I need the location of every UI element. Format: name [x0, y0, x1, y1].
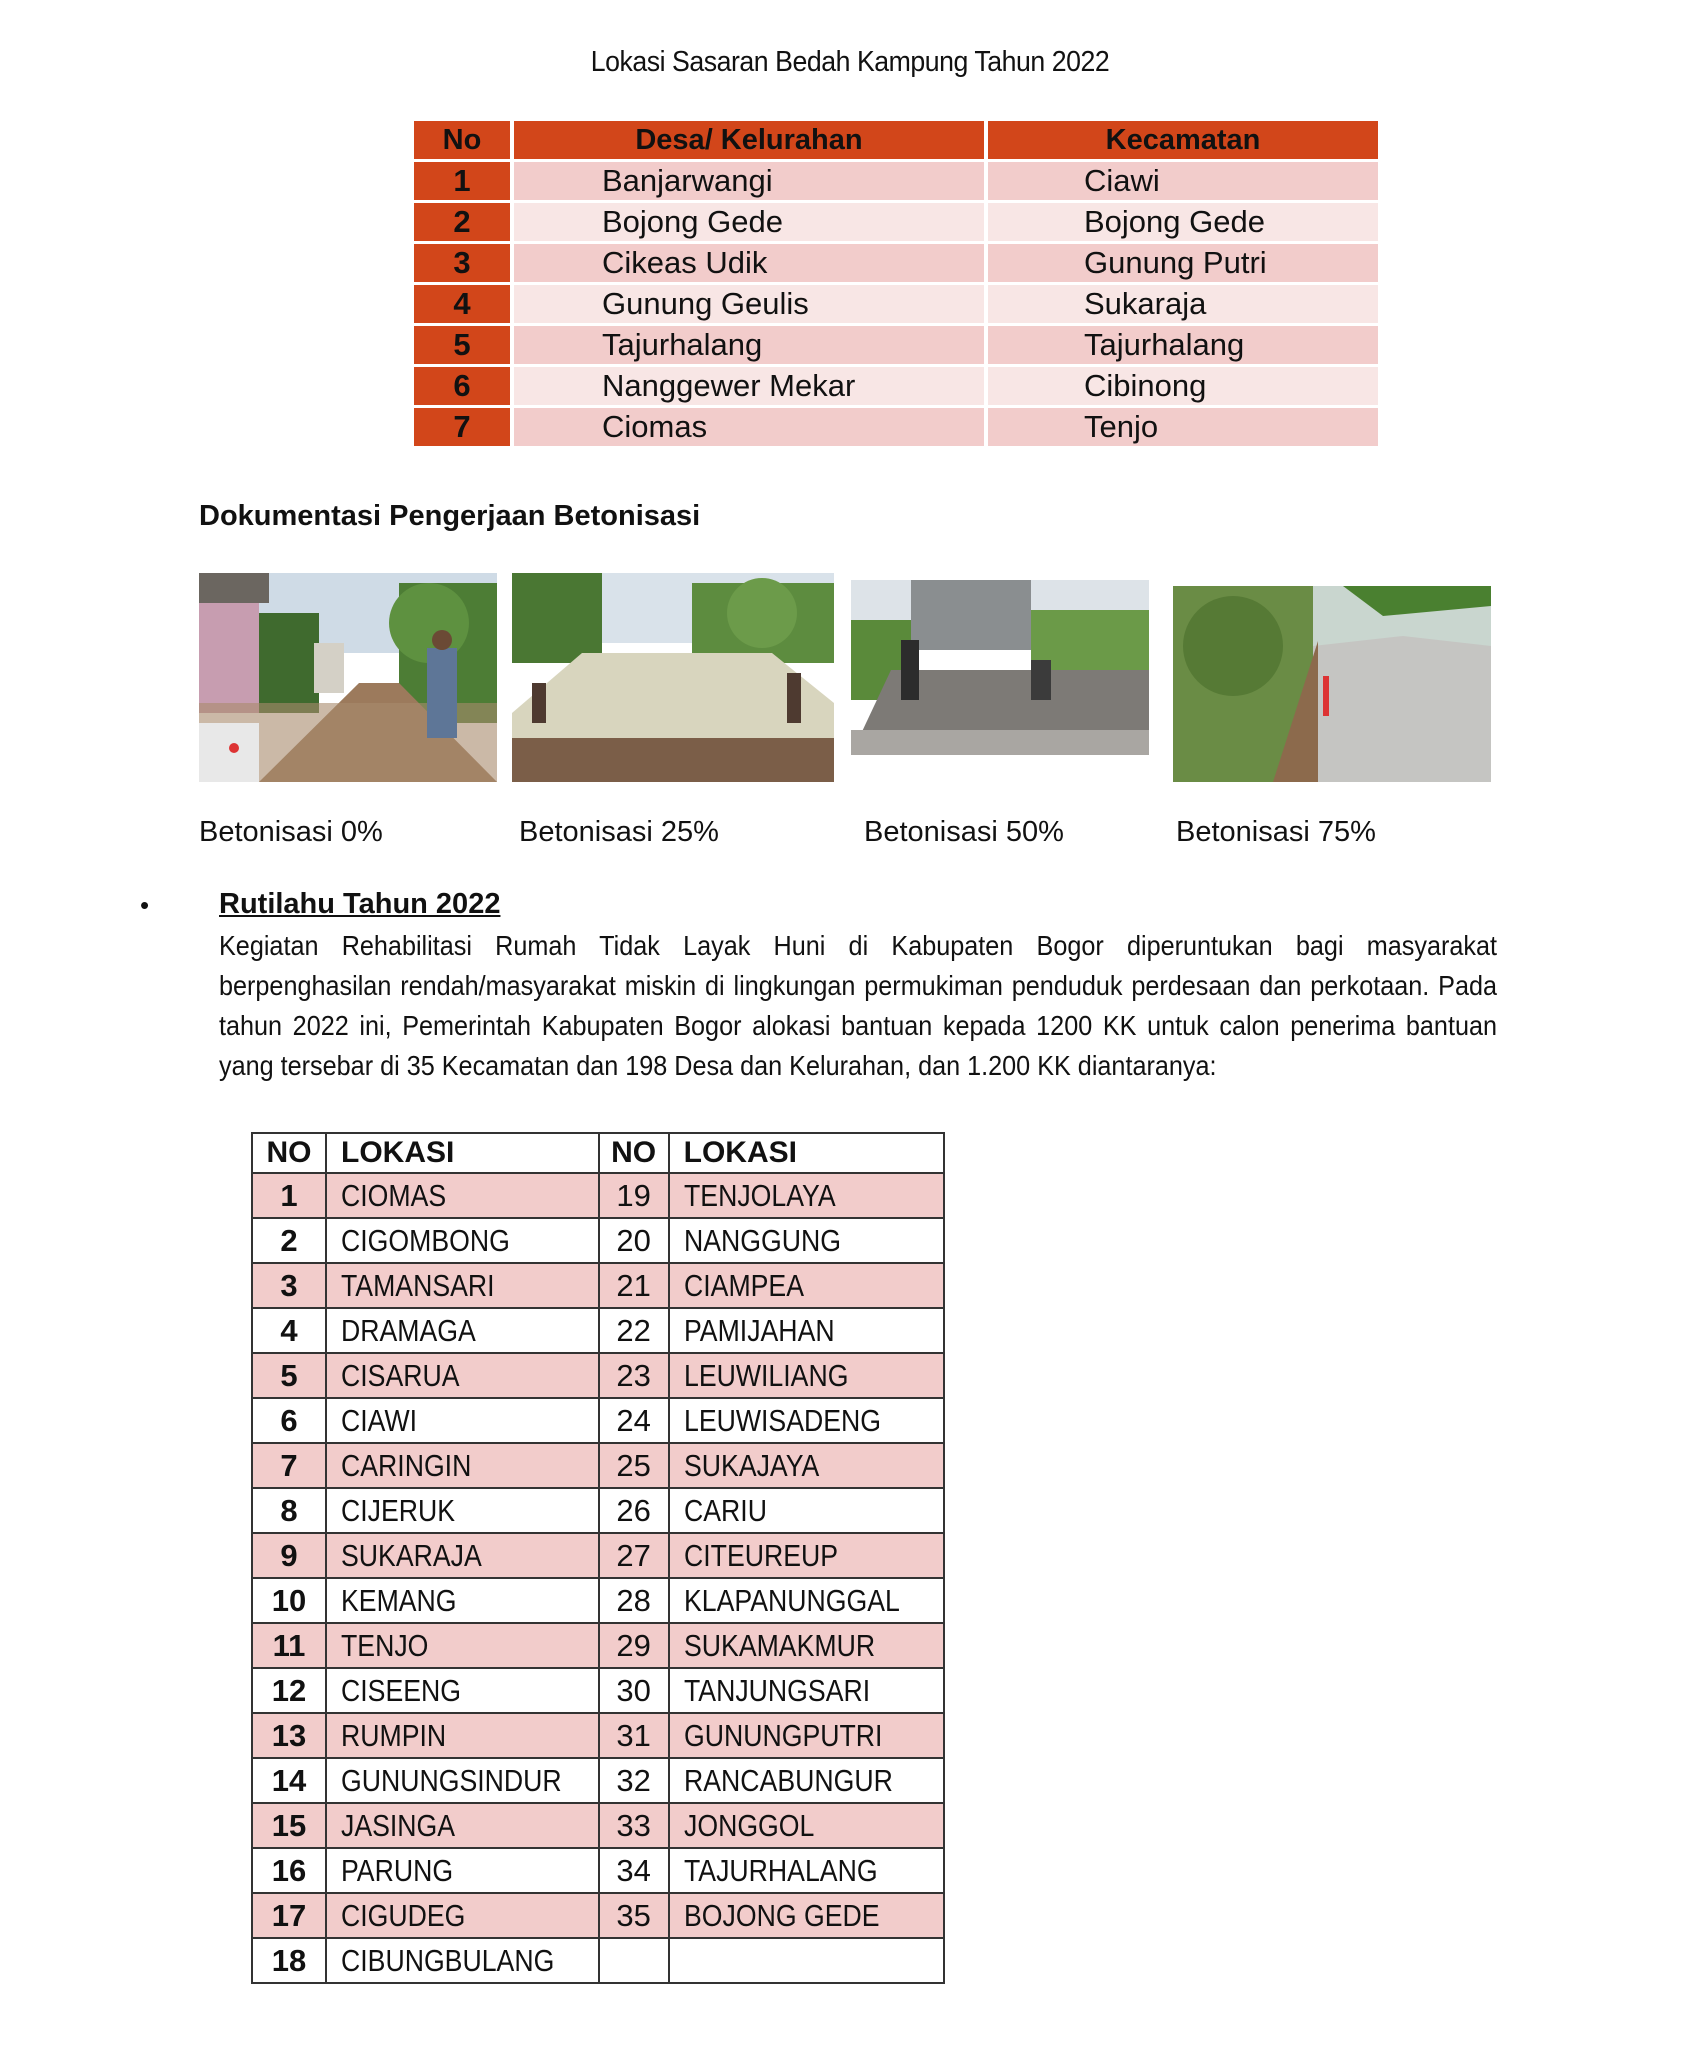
row-lokasi-1: [326, 1443, 599, 1488]
header-desa: Desa/ Kelurahan: [514, 121, 984, 159]
table-row: [252, 1758, 944, 1803]
table-row: [252, 1893, 944, 1938]
row-kecamatan: Tenjo: [988, 408, 1378, 446]
row-lokasi-1: [326, 1263, 599, 1308]
table-row: [252, 1488, 944, 1533]
row-no-2: 26: [599, 1488, 669, 1533]
row-desa: Bojong Gede: [514, 203, 984, 241]
row-no-1: 3: [252, 1263, 326, 1308]
row-lokasi-1: [326, 1623, 599, 1668]
row-no-2: 28: [599, 1578, 669, 1623]
row-lokasi-1-text: PARUNG: [341, 1852, 454, 1888]
row-lokasi-2-text: JONGGOL: [683, 1807, 814, 1843]
header-lokasi-1: LOKASI: [326, 1133, 599, 1173]
row-lokasi-2-text: KLAPANUNGGAL: [683, 1582, 900, 1618]
row-lokasi-2: [669, 1713, 944, 1758]
row-lokasi-2: [669, 1848, 944, 1893]
table-row: [252, 1713, 944, 1758]
row-desa: Banjarwangi: [514, 162, 984, 200]
table-row: [252, 1173, 944, 1218]
row-no-2: 25: [599, 1443, 669, 1488]
row-no-1: 13: [252, 1713, 326, 1758]
row-lokasi-2: [669, 1668, 944, 1713]
row-no-2: 19: [599, 1173, 669, 1218]
row-lokasi-2-text: TANJUNGSARI: [683, 1672, 870, 1708]
row-lokasi-1-text: CISARUA: [341, 1357, 460, 1393]
row-no-2: 31: [599, 1713, 669, 1758]
caption-betonisasi-0: Betonisasi 0%: [199, 816, 383, 848]
row-lokasi-1-text: CIJERUK: [341, 1492, 456, 1528]
row-desa: Tajurhalang: [514, 326, 984, 364]
row-kecamatan: Cibinong: [988, 367, 1378, 405]
row-no: 4: [414, 285, 510, 323]
table-row: [252, 1308, 944, 1353]
table-row: [414, 408, 1378, 446]
row-lokasi-1-text: RUMPIN: [341, 1717, 447, 1753]
caption-betonisasi-25: Betonisasi 25%: [519, 816, 719, 848]
row-no-2: 33: [599, 1803, 669, 1848]
row-no-1: 11: [252, 1623, 326, 1668]
row-lokasi-1-text: CISEENG: [341, 1672, 461, 1708]
row-lokasi-1-text: JASINGA: [341, 1807, 456, 1843]
table-row: [252, 1218, 944, 1263]
rutilahu-heading: Rutilahu Tahun 2022: [219, 888, 501, 920]
row-desa: Ciomas: [514, 408, 984, 446]
row-lokasi-2-text: BOJONG GEDE: [683, 1897, 880, 1933]
row-no-2: 29: [599, 1623, 669, 1668]
row-no: 5: [414, 326, 510, 364]
row-lokasi-2-text: CIAMPEA: [683, 1267, 804, 1303]
table-row: [252, 1533, 944, 1578]
table-row: [252, 1263, 944, 1308]
row-no-1: 5: [252, 1353, 326, 1398]
header-lokasi-2: LOKASI: [669, 1133, 944, 1173]
row-no-2: 30: [599, 1668, 669, 1713]
row-desa: Gunung Geulis: [514, 285, 984, 323]
row-lokasi-1: [326, 1893, 599, 1938]
row-lokasi-2-text: NANGGUNG: [683, 1222, 841, 1258]
row-lokasi-2: [669, 1578, 944, 1623]
row-lokasi-2: [669, 1938, 944, 1983]
row-lokasi-2: [669, 1488, 944, 1533]
header-no-1: NO: [252, 1133, 326, 1173]
row-lokasi-1: [326, 1713, 599, 1758]
row-lokasi-2: [669, 1308, 944, 1353]
row-no-1: 17: [252, 1893, 326, 1938]
row-lokasi-1: [326, 1398, 599, 1443]
row-no-1: 1: [252, 1173, 326, 1218]
photo-betonisasi-50: [851, 580, 1149, 755]
table-row: [252, 1803, 944, 1848]
table-row: [252, 1398, 944, 1443]
row-lokasi-1-text: KEMANG: [341, 1582, 457, 1618]
row-desa: Cikeas Udik: [514, 244, 984, 282]
row-no: 1: [414, 162, 510, 200]
row-no-1: 16: [252, 1848, 326, 1893]
row-lokasi-2: [669, 1353, 944, 1398]
row-lokasi-1: [326, 1353, 599, 1398]
bullet-point: •: [140, 890, 150, 920]
row-no: 7: [414, 408, 510, 446]
table-row: [414, 285, 1378, 323]
row-kecamatan: Sukaraja: [988, 285, 1378, 323]
row-lokasi-1: [326, 1578, 599, 1623]
row-lokasi-2-text: CARIU: [683, 1492, 767, 1528]
row-no-2: 34: [599, 1848, 669, 1893]
row-no: 2: [414, 203, 510, 241]
row-kecamatan: Bojong Gede: [988, 203, 1378, 241]
row-lokasi-2: [669, 1893, 944, 1938]
row-lokasi-1: [326, 1848, 599, 1893]
row-lokasi-2: [669, 1173, 944, 1218]
caption-betonisasi-50: Betonisasi 50%: [864, 816, 1064, 848]
bedah-kampung-table: [410, 118, 1382, 449]
row-lokasi-1: [326, 1308, 599, 1353]
documentation-heading: Dokumentasi Pengerjaan Betonisasi: [199, 500, 701, 532]
row-no-1: 14: [252, 1758, 326, 1803]
row-lokasi-2-text: GUNUNGPUTRI: [683, 1717, 883, 1753]
row-no: 3: [414, 244, 510, 282]
row-no-1: 10: [252, 1578, 326, 1623]
row-lokasi-1-text: CIGOMBONG: [341, 1222, 510, 1258]
row-no-2: 35: [599, 1893, 669, 1938]
row-lokasi-2: [669, 1398, 944, 1443]
row-lokasi-2-text: TAJURHALANG: [683, 1852, 878, 1888]
table-row: [252, 1353, 944, 1398]
row-lokasi-1: [326, 1758, 599, 1803]
row-no-1: 9: [252, 1533, 326, 1578]
row-lokasi-1-text: CIAWI: [341, 1402, 418, 1438]
table-row: [252, 1623, 944, 1668]
row-lokasi-2: [669, 1218, 944, 1263]
photo-betonisasi-75: [1173, 586, 1491, 782]
row-kecamatan: Ciawi: [988, 162, 1378, 200]
row-lokasi-1-text: TAMANSARI: [341, 1267, 495, 1303]
header-no: No: [414, 121, 510, 159]
row-lokasi-2-text: LEUWISADENG: [683, 1402, 881, 1438]
row-lokasi-2: [669, 1533, 944, 1578]
row-lokasi-1: [326, 1803, 599, 1848]
row-no-1: 4: [252, 1308, 326, 1353]
row-no: 6: [414, 367, 510, 405]
row-no-1: 7: [252, 1443, 326, 1488]
row-lokasi-1: [326, 1488, 599, 1533]
row-no-1: 6: [252, 1398, 326, 1443]
row-lokasi-2: [669, 1263, 944, 1308]
row-lokasi-2-text: LEUWILIANG: [683, 1357, 849, 1393]
table-row: [414, 162, 1378, 200]
header-kecamatan: Kecamatan: [988, 121, 1378, 159]
rutilahu-paragraph: Kegiatan Rehabilitasi Rumah Tidak Layak Huni di Kabupaten Bogor diperuntukan bagi masyarakat berpenghasilan rendah/masyarakat miskin di lingkungan permukiman penduduk perdesaan dan perkotaan. Pada tahun 2022 ini, Pemerintah Kabupaten Bogor alokasi bantuan kepada 1200 KK untuk calon penerima bantuan yang tersebar di 35 Kecamatan dan 198 Desa dan Kelurahan, dan 1.200 KK diantaranya:: [219, 930, 1497, 1081]
row-lokasi-1: [326, 1938, 599, 1983]
row-lokasi-1-text: DRAMAGA: [341, 1312, 476, 1348]
row-no-1: 12: [252, 1668, 326, 1713]
row-lokasi-1-text: TENJO: [341, 1627, 429, 1663]
row-lokasi-2-text: CITEUREUP: [683, 1537, 838, 1573]
row-no-2: [599, 1938, 669, 1983]
row-no-1: 15: [252, 1803, 326, 1848]
table-row: [252, 1668, 944, 1713]
row-no-2: 21: [599, 1263, 669, 1308]
row-lokasi-2: [669, 1623, 944, 1668]
row-lokasi-2: [669, 1803, 944, 1848]
row-no-2: 23: [599, 1353, 669, 1398]
table-header-row: [252, 1133, 944, 1173]
row-lokasi-2-text: SUKAMAKMUR: [683, 1627, 875, 1663]
row-lokasi-1-text: CIBUNGBULANG: [341, 1942, 555, 1978]
row-lokasi-1-text: SUKARAJA: [341, 1537, 482, 1573]
row-lokasi-1-text: CIGUDEG: [341, 1897, 466, 1933]
row-lokasi-2-text: TENJOLAYA: [683, 1177, 836, 1213]
table-row: [252, 1938, 944, 1983]
photo-betonisasi-25: [512, 573, 834, 782]
row-no-1: 2: [252, 1218, 326, 1263]
row-lokasi-2-text: SUKAJAYA: [683, 1447, 819, 1483]
table-row: [252, 1848, 944, 1893]
row-no-2: 27: [599, 1533, 669, 1578]
row-lokasi-2-text: RANCABUNGUR: [683, 1762, 893, 1798]
row-kecamatan: Tajurhalang: [988, 326, 1378, 364]
row-desa: Nanggewer Mekar: [514, 367, 984, 405]
document-title: Lokasi Sasaran Bedah Kampung Tahun 2022: [590, 46, 1110, 78]
table-row: [252, 1443, 944, 1488]
row-lokasi-1: [326, 1533, 599, 1578]
row-kecamatan: Gunung Putri: [988, 244, 1378, 282]
table-row: [252, 1578, 944, 1623]
row-no-2: 32: [599, 1758, 669, 1803]
row-lokasi-2: [669, 1443, 944, 1488]
row-lokasi-2: [669, 1758, 944, 1803]
caption-betonisasi-75: Betonisasi 75%: [1176, 816, 1376, 848]
row-lokasi-1: [326, 1668, 599, 1713]
row-lokasi-1: [326, 1173, 599, 1218]
row-no-2: 20: [599, 1218, 669, 1263]
header-no-2: NO: [599, 1133, 669, 1173]
row-lokasi-2-text: PAMIJAHAN: [683, 1312, 835, 1348]
row-no-1: 8: [252, 1488, 326, 1533]
row-lokasi-1-text: GUNUNGSINDUR: [341, 1762, 562, 1798]
row-no-1: 18: [252, 1938, 326, 1983]
row-lokasi-1-text: CIOMAS: [341, 1177, 447, 1213]
row-lokasi-1-text: CARINGIN: [341, 1447, 472, 1483]
table-row: [414, 367, 1378, 405]
rutilahu-location-table: [251, 1132, 945, 1984]
table-row: [414, 326, 1378, 364]
row-no-2: 24: [599, 1398, 669, 1443]
photo-betonisasi-0: [199, 573, 497, 782]
row-lokasi-1: [326, 1218, 599, 1263]
row-no-2: 22: [599, 1308, 669, 1353]
table-header-row: [414, 121, 1378, 159]
table-row: [414, 244, 1378, 282]
table-row: [414, 203, 1378, 241]
